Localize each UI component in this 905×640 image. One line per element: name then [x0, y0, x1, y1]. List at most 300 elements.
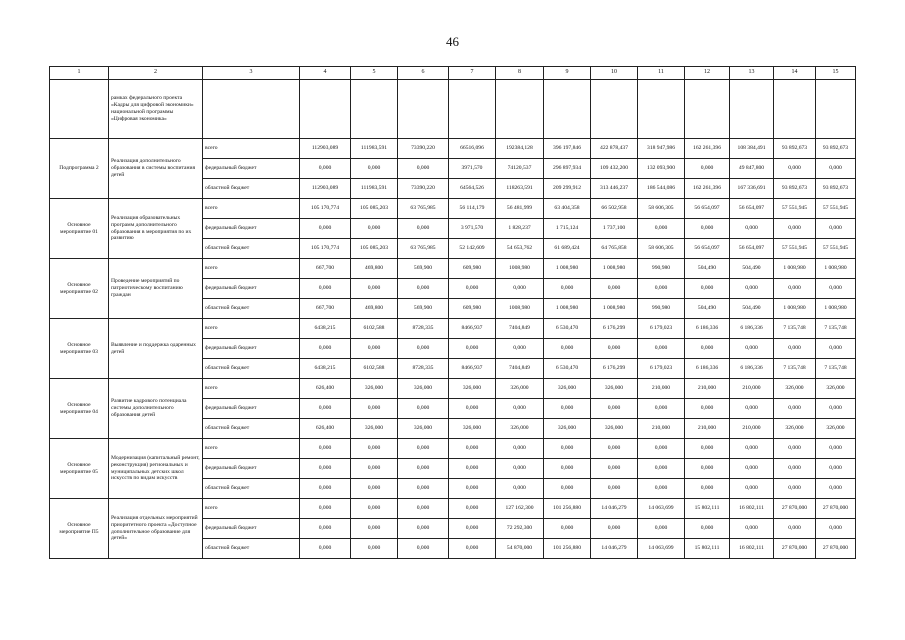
column-header: 10: [591, 67, 638, 80]
funding-source: федеральный бюджет: [203, 459, 300, 479]
value-cell: 0,000: [398, 339, 449, 359]
value-cell: 0,000: [730, 479, 774, 499]
value-cell: 0,000: [449, 339, 496, 359]
empty-cell: [496, 80, 544, 139]
value-cell: 0,000: [351, 159, 398, 179]
value-cell: 0,000: [398, 519, 449, 539]
funding-source: областной бюджет: [203, 359, 300, 379]
value-cell: 72 292,300: [496, 519, 544, 539]
empty-cell: [774, 80, 816, 139]
value-cell: 0,000: [774, 399, 816, 419]
measure-title: Развитие кадрового потенциала системы дополнительного образования детей: [109, 379, 203, 439]
empty-cell: [398, 80, 449, 139]
value-cell: 0,000: [300, 479, 351, 499]
value-cell: 326,000: [544, 379, 591, 399]
value-cell: 0,000: [449, 439, 496, 459]
value-cell: 111983,591: [351, 179, 398, 199]
intro-row: [50, 80, 856, 139]
value-cell: 326,000: [496, 419, 544, 439]
value-cell: 0,000: [351, 339, 398, 359]
value-cell: 0,000: [544, 439, 591, 459]
value-cell: 3971,570: [449, 159, 496, 179]
value-cell: 54 653,762: [496, 239, 544, 259]
value-cell: 210,000: [685, 419, 730, 439]
funding-source: федеральный бюджет: [203, 339, 300, 359]
value-cell: 569,900: [398, 299, 449, 319]
value-cell: 63 765,985: [398, 199, 449, 219]
funding-source: областной бюджет: [203, 299, 300, 319]
value-cell: 318 947,986: [638, 139, 685, 159]
table-row: [50, 199, 856, 219]
value-cell: 0,000: [398, 219, 449, 239]
value-cell: 0,000: [496, 339, 544, 359]
value-cell: 0,000: [300, 519, 351, 539]
value-cell: 6438,215: [300, 359, 351, 379]
value-cell: 132 093,900: [638, 159, 685, 179]
value-cell: 14 046,279: [591, 499, 638, 519]
value-cell: 0,000: [351, 499, 398, 519]
value-cell: 0,000: [816, 279, 856, 299]
value-cell: 0,000: [730, 339, 774, 359]
value-cell: 61 689,424: [544, 239, 591, 259]
column-header: 2: [109, 67, 203, 80]
value-cell: 0,000: [730, 279, 774, 299]
column-header: 11: [638, 67, 685, 80]
funding-source: всего: [203, 439, 300, 459]
value-cell: 0,000: [351, 439, 398, 459]
value-cell: 0,000: [398, 479, 449, 499]
value-cell: 101 256,880: [544, 539, 591, 559]
value-cell: 14 046,279: [591, 539, 638, 559]
value-cell: 3 971,570: [449, 219, 496, 239]
measure-title: Реализация образовательных программ дополнительного образования в мероприятия по их развитию: [109, 199, 203, 259]
value-cell: 0,000: [816, 519, 856, 539]
value-cell: 0,000: [730, 519, 774, 539]
column-header: 14: [774, 67, 816, 80]
measure-name: Основное мероприятие 03: [50, 319, 109, 379]
funding-source: всего: [203, 319, 300, 339]
value-cell: 0,000: [685, 219, 730, 239]
value-cell: 6 186,336: [730, 359, 774, 379]
value-cell: 0,000: [816, 219, 856, 239]
value-cell: 626,400: [300, 379, 351, 399]
value-cell: 326,000: [449, 379, 496, 399]
value-cell: 27 870,000: [774, 499, 816, 519]
value-cell: 0,000: [544, 399, 591, 419]
value-cell: 1008,980: [496, 299, 544, 319]
measure-name: Основное мероприятие 05: [50, 439, 109, 499]
value-cell: 326,000: [398, 419, 449, 439]
column-header: 4: [300, 67, 351, 80]
column-header: 13: [730, 67, 774, 80]
value-cell: 626,400: [300, 419, 351, 439]
value-cell: 0,000: [816, 479, 856, 499]
table-row: [50, 439, 856, 459]
funding-source: федеральный бюджет: [203, 219, 300, 239]
value-cell: 210,000: [685, 379, 730, 399]
value-cell: 0,000: [816, 159, 856, 179]
value-cell: 27 870,000: [774, 539, 816, 559]
value-cell: 57 551,945: [774, 199, 816, 219]
measure-name: Основное мероприятие П5: [50, 499, 109, 559]
funding-source: федеральный бюджет: [203, 279, 300, 299]
column-header: 6: [398, 67, 449, 80]
value-cell: 0,000: [449, 519, 496, 539]
value-cell: 0,000: [816, 459, 856, 479]
value-cell: 0,000: [774, 279, 816, 299]
value-cell: 63 404,358: [544, 199, 591, 219]
value-cell: 0,000: [449, 499, 496, 519]
funding-source: федеральный бюджет: [203, 159, 300, 179]
value-cell: 0,000: [638, 399, 685, 419]
value-cell: 109 432,200: [591, 159, 638, 179]
value-cell: 56 654,097: [685, 199, 730, 219]
value-cell: 0,000: [544, 479, 591, 499]
value-cell: 74120,537: [496, 159, 544, 179]
value-cell: 0,000: [496, 399, 544, 419]
value-cell: 210,000: [638, 419, 685, 439]
value-cell: 0,000: [300, 399, 351, 419]
value-cell: 0,000: [300, 339, 351, 359]
value-cell: 0,000: [591, 399, 638, 419]
value-cell: 569,900: [398, 259, 449, 279]
value-cell: 0,000: [591, 479, 638, 499]
value-cell: 326,000: [816, 419, 856, 439]
value-cell: 0,000: [591, 339, 638, 359]
value-cell: 6 176,299: [591, 319, 638, 339]
value-cell: 0,000: [774, 479, 816, 499]
value-cell: 0,000: [398, 399, 449, 419]
value-cell: 14 063,699: [638, 499, 685, 519]
value-cell: 118263,591: [496, 179, 544, 199]
value-cell: 0,000: [591, 459, 638, 479]
table-row: [50, 259, 856, 279]
measure-title: Реализация отдельных мероприятий приоритетного проекта «Доступное дополнительное образование для детей»: [109, 499, 203, 559]
funding-source: областной бюджет: [203, 539, 300, 559]
value-cell: 56 654,097: [685, 239, 730, 259]
intro-text: рамках федерального проекта «Кадры для цифровой экономики» национальной программы «Цифровая экономика»: [109, 80, 203, 139]
funding-source: областной бюджет: [203, 419, 300, 439]
value-cell: 56 654,097: [730, 239, 774, 259]
value-cell: 990,980: [638, 259, 685, 279]
value-cell: 0,000: [544, 459, 591, 479]
value-cell: 0,000: [351, 279, 398, 299]
value-cell: 6 176,299: [591, 359, 638, 379]
value-cell: 7 135,748: [774, 359, 816, 379]
value-cell: 64564,526: [449, 179, 496, 199]
value-cell: 0,000: [591, 519, 638, 539]
value-cell: 0,000: [638, 459, 685, 479]
value-cell: 56 654,097: [730, 199, 774, 219]
value-cell: 0,000: [685, 519, 730, 539]
value-cell: 6 179,023: [638, 319, 685, 339]
value-cell: 296 897,934: [544, 159, 591, 179]
value-cell: 0,000: [816, 339, 856, 359]
value-cell: 0,000: [685, 459, 730, 479]
funding-source: всего: [203, 379, 300, 399]
column-header: 1: [50, 67, 109, 80]
value-cell: 0,000: [300, 279, 351, 299]
value-cell: 112903,089: [300, 139, 351, 159]
value-cell: 0,000: [544, 279, 591, 299]
value-cell: 210,000: [730, 379, 774, 399]
value-cell: 0,000: [774, 519, 816, 539]
value-cell: 326,000: [591, 379, 638, 399]
value-cell: 0,000: [774, 219, 816, 239]
table-row: [50, 139, 856, 159]
value-cell: 167 336,691: [730, 179, 774, 199]
value-cell: 0,000: [398, 279, 449, 299]
value-cell: 56 481,999: [496, 199, 544, 219]
column-header: 8: [496, 67, 544, 80]
value-cell: 0,000: [685, 439, 730, 459]
value-cell: 7 135,748: [774, 319, 816, 339]
value-cell: 326,000: [816, 379, 856, 399]
value-cell: 108 384,491: [730, 139, 774, 159]
value-cell: 209 299,912: [544, 179, 591, 199]
value-cell: 186 544,086: [638, 179, 685, 199]
value-cell: 6 186,336: [685, 319, 730, 339]
value-cell: 0,000: [774, 159, 816, 179]
value-cell: 0,000: [591, 279, 638, 299]
value-cell: 56 114,179: [449, 199, 496, 219]
value-cell: 504,490: [685, 259, 730, 279]
value-cell: 58 606,305: [638, 239, 685, 259]
table-body: [50, 67, 856, 559]
value-cell: 105 170,774: [300, 239, 351, 259]
value-cell: 210,000: [638, 379, 685, 399]
value-cell: 16 802,111: [730, 539, 774, 559]
value-cell: 1 008,980: [774, 259, 816, 279]
measure-title: Проведение мероприятий по патриотическому воспитанию граждан: [109, 259, 203, 319]
value-cell: 0,000: [449, 539, 496, 559]
value-cell: 326,000: [544, 419, 591, 439]
value-cell: 0,000: [730, 219, 774, 239]
value-cell: 8728,335: [398, 319, 449, 339]
value-cell: 54 870,000: [496, 539, 544, 559]
value-cell: 0,000: [351, 519, 398, 539]
value-cell: 57 551,945: [816, 239, 856, 259]
funding-source: всего: [203, 259, 300, 279]
value-cell: 101 256,880: [544, 499, 591, 519]
value-cell: 0,000: [730, 459, 774, 479]
value-cell: 0,000: [685, 159, 730, 179]
funding-source: областной бюджет: [203, 179, 300, 199]
budget-table: [49, 66, 856, 559]
value-cell: 16 802,111: [730, 499, 774, 519]
table-row: [50, 379, 856, 399]
empty-cell: [685, 80, 730, 139]
page-number: 46: [446, 34, 459, 49]
value-cell: 7404,849: [496, 319, 544, 339]
column-header: 7: [449, 67, 496, 80]
value-cell: 1 008,980: [816, 259, 856, 279]
value-cell: 1008,980: [496, 259, 544, 279]
value-cell: 0,000: [774, 459, 816, 479]
value-cell: 0,000: [300, 499, 351, 519]
column-header: 5: [351, 67, 398, 80]
column-header: 12: [685, 67, 730, 80]
value-cell: 0,000: [398, 459, 449, 479]
value-cell: 0,000: [685, 479, 730, 499]
value-cell: 6 530,470: [544, 319, 591, 339]
value-cell: 192384,128: [496, 139, 544, 159]
value-cell: 0,000: [300, 539, 351, 559]
empty-cell: [544, 80, 591, 139]
value-cell: 0,000: [544, 339, 591, 359]
value-cell: 0,000: [685, 279, 730, 299]
value-cell: 609,980: [449, 299, 496, 319]
value-cell: 0,000: [496, 439, 544, 459]
value-cell: 1 008,980: [816, 299, 856, 319]
value-cell: 6 186,336: [730, 319, 774, 339]
value-cell: 127 162,300: [496, 499, 544, 519]
value-cell: 15 802,111: [685, 539, 730, 559]
value-cell: 0,000: [398, 499, 449, 519]
value-cell: 504,490: [685, 299, 730, 319]
value-cell: 326,000: [449, 419, 496, 439]
funding-source: областной бюджет: [203, 479, 300, 499]
value-cell: 0,000: [591, 439, 638, 459]
value-cell: 469,800: [351, 299, 398, 319]
value-cell: 0,000: [816, 399, 856, 419]
value-cell: 504,490: [730, 299, 774, 319]
value-cell: 0,000: [398, 159, 449, 179]
value-cell: 111983,591: [351, 139, 398, 159]
value-cell: 8466,937: [449, 359, 496, 379]
value-cell: 0,000: [449, 479, 496, 499]
value-cell: 0,000: [638, 439, 685, 459]
value-cell: 326,000: [351, 379, 398, 399]
value-cell: 609,980: [449, 259, 496, 279]
value-cell: 0,000: [774, 439, 816, 459]
funding-source: областной бюджет: [203, 239, 300, 259]
value-cell: 0,000: [398, 439, 449, 459]
value-cell: 66 502,958: [591, 199, 638, 219]
table-row: [50, 319, 856, 339]
value-cell: 0,000: [300, 159, 351, 179]
value-cell: 73390,220: [398, 179, 449, 199]
value-cell: 1 737,100: [591, 219, 638, 239]
value-cell: 8466,937: [449, 319, 496, 339]
value-cell: 326,000: [351, 419, 398, 439]
empty-cell: [300, 80, 351, 139]
value-cell: 27 870,000: [816, 499, 856, 519]
value-cell: 0,000: [496, 279, 544, 299]
value-cell: 1 715,124: [544, 219, 591, 239]
value-cell: 0,000: [544, 519, 591, 539]
empty-cell: [638, 80, 685, 139]
value-cell: 7404,849: [496, 359, 544, 379]
value-cell: 504,490: [730, 259, 774, 279]
value-cell: 0,000: [816, 439, 856, 459]
value-cell: 6102,588: [351, 359, 398, 379]
value-cell: 6 186,336: [685, 359, 730, 379]
value-cell: 64 765,858: [591, 239, 638, 259]
measure-name: Основное мероприятие 02: [50, 259, 109, 319]
value-cell: 6438,215: [300, 319, 351, 339]
value-cell: 57 551,945: [774, 239, 816, 259]
value-cell: 0,000: [351, 539, 398, 559]
funding-source: федеральный бюджет: [203, 399, 300, 419]
value-cell: 0,000: [351, 459, 398, 479]
value-cell: 105 085,203: [351, 199, 398, 219]
value-cell: 0,000: [774, 339, 816, 359]
measure-title: Реализация дополнительного образования в системы воспитания детей: [109, 139, 203, 199]
value-cell: 0,000: [638, 219, 685, 239]
empty-cell: [816, 80, 856, 139]
value-cell: 0,000: [638, 279, 685, 299]
value-cell: 162 261,396: [685, 179, 730, 199]
value-cell: 0,000: [638, 339, 685, 359]
value-cell: 6 530,470: [544, 359, 591, 379]
value-cell: 93 892,673: [774, 139, 816, 159]
value-cell: 8728,335: [398, 359, 449, 379]
value-cell: 105 170,774: [300, 199, 351, 219]
value-cell: 0,000: [449, 459, 496, 479]
value-cell: 6102,588: [351, 319, 398, 339]
header-row: [50, 67, 856, 80]
empty-cell: [50, 80, 109, 139]
value-cell: 0,000: [351, 479, 398, 499]
value-cell: 667,700: [300, 259, 351, 279]
value-cell: 93 892,673: [816, 179, 856, 199]
value-cell: 0,000: [300, 439, 351, 459]
value-cell: 1 008,980: [591, 299, 638, 319]
value-cell: 105 085,203: [351, 239, 398, 259]
value-cell: 326,000: [774, 419, 816, 439]
value-cell: 0,000: [449, 279, 496, 299]
empty-cell: [203, 80, 300, 139]
value-cell: 326,000: [398, 379, 449, 399]
value-cell: 15 802,111: [685, 499, 730, 519]
value-cell: 0,000: [685, 399, 730, 419]
empty-cell: [730, 80, 774, 139]
value-cell: 0,000: [449, 399, 496, 419]
value-cell: 0,000: [398, 539, 449, 559]
table-row: [50, 499, 856, 519]
value-cell: 313 446,237: [591, 179, 638, 199]
value-cell: 0,000: [351, 399, 398, 419]
measure-name: Основное мероприятие 04: [50, 379, 109, 439]
value-cell: 326,000: [496, 379, 544, 399]
empty-cell: [449, 80, 496, 139]
value-cell: 667,700: [300, 299, 351, 319]
value-cell: 0,000: [730, 399, 774, 419]
column-header: 9: [544, 67, 591, 80]
value-cell: 422 878,437: [591, 139, 638, 159]
value-cell: 52 142,609: [449, 239, 496, 259]
measure-title: Выявление и поддержка одаренных детей: [109, 319, 203, 379]
value-cell: 93 892,673: [774, 179, 816, 199]
funding-source: всего: [203, 139, 300, 159]
value-cell: 0,000: [638, 519, 685, 539]
column-header: 15: [816, 67, 856, 80]
value-cell: 27 870,000: [816, 539, 856, 559]
value-cell: 57 551,945: [816, 199, 856, 219]
funding-source: всего: [203, 199, 300, 219]
value-cell: 0,000: [300, 459, 351, 479]
value-cell: 73390,220: [398, 139, 449, 159]
value-cell: 0,000: [638, 479, 685, 499]
value-cell: 63 765,985: [398, 239, 449, 259]
value-cell: 1 828,237: [496, 219, 544, 239]
value-cell: 0,000: [496, 479, 544, 499]
value-cell: 49 847,800: [730, 159, 774, 179]
value-cell: 210,000: [730, 419, 774, 439]
funding-source: всего: [203, 499, 300, 519]
value-cell: 1 008,980: [591, 259, 638, 279]
